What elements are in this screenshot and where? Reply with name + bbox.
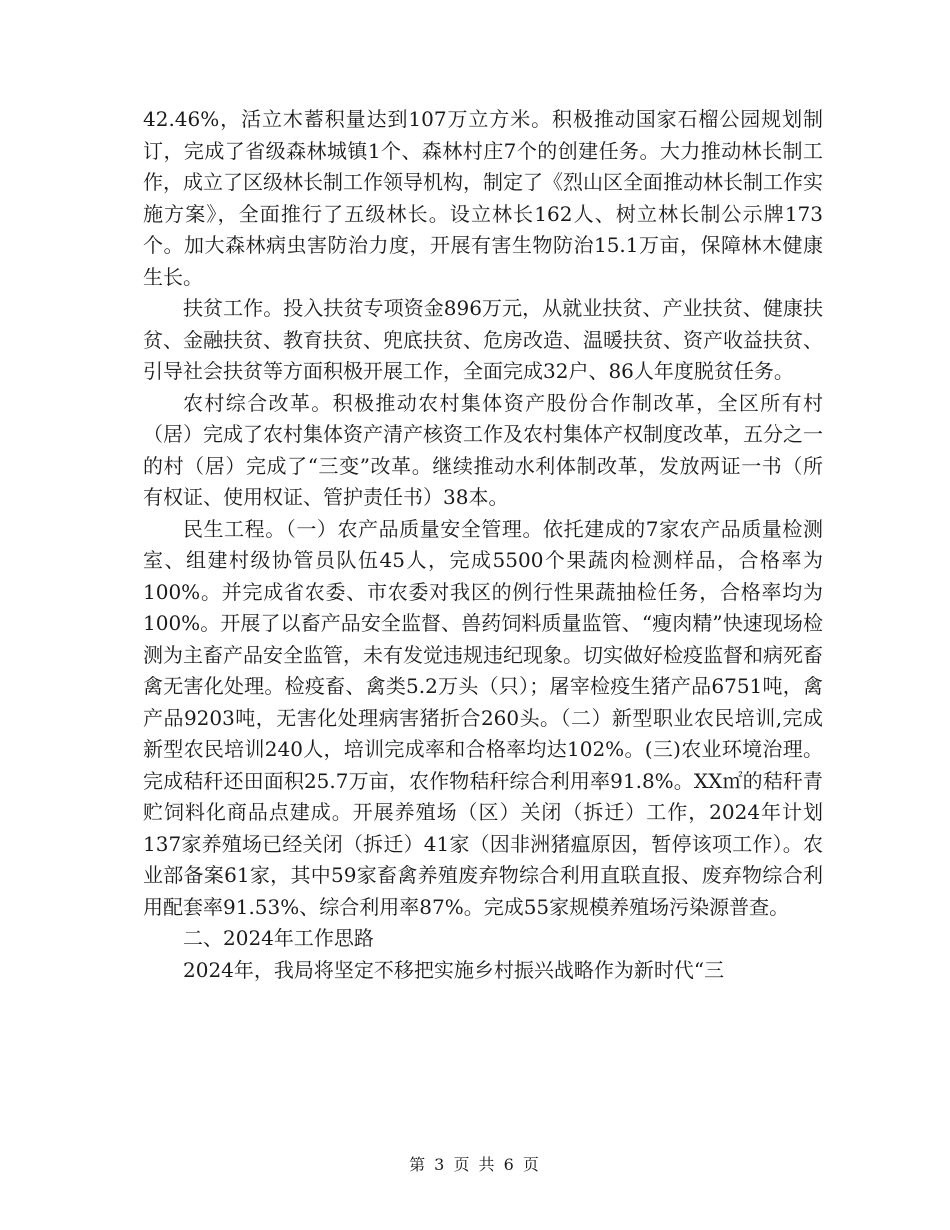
paragraph-rural-reform: 农村综合改革。积极推动农村集体资产股份合作制改革，全区所有村（居）完成了农村集体资产清产核资工作及农村集体产权制度改革，五分之一的村（居）完成了“三变”改革。继续推动水利体制改革，发放两证一书（所有权证、使用权证、管护责任书）38本。 [143, 390, 823, 509]
document-body [143, 104, 823, 986]
section-heading-work-plan: 二、2024年工作思路 [183, 926, 374, 950]
page-number-footer: 第 3 页 共 6 页 [409, 1155, 541, 1174]
paragraph-work-plan-intro: 2024年，我局将坚定不移把实施乡村振兴战略作为新时代“三 [183, 957, 725, 982]
paragraph-poverty-alleviation: 扶贫工作。投入扶贫专项资金896万元，从就业扶贫、产业扶贫、健康扶贫、金融扶贫、教育扶贫、兜底扶贫、危房改造、温暖扶贫、资产收益扶贫、引导社会扶贫等方面积极开展工作，全面完成32户、86人年度脱贫任务。 [143, 296, 823, 383]
paragraph-livelihood-projects: 民生工程。（一）农产品质量安全管理。依托建成的7家农产品质量检测室、组建村级协管员队伍45人，完成5500个果蔬肉检测样品，合格率为100%。并完成省农委、市农委对我区的例行性果蔬抽检任务，合格率均为100%。开展了以畜产品安全监督、兽药饲料质量监管、“瘦肉精”快速现场检测为主畜产品安全监管，未有发觉违规违纪现象。切实做好检疫监督和病死畜禽无害化处理。检疫畜、禽类5.2万头（只）；屠宰检疫生猪产品6751吨，禽产品9203吨，无害化处理病害猪折合260头。（二）新型职业农民培训,完成新型农民培训240人，培训完成率和合格率均达102%。(三)农业环境治理。完成秸秆还田面积25.7万亩，农作物秸秆综合利用率91.8%。XX㎡的秸秆青贮饲料化商品点建成。开展养殖场（区）关闭（拆迁）工作，2024年计划137家养殖场已经关闭（拆迁）41家（因非洲猪瘟原因，暂停该项工作）。农业部备案61家，其中59家畜禽养殖废弃物综合利用直联直报、废弃物综合利用配套率91.53%、综合利用率87%。完成55家规模养殖场污染源普查。 [143, 516, 823, 919]
paragraph-forestry: 42.46%，活立木蓄积量达到107万立方米。积极推动国家石榴公园规划制订，完成了省级森林城镇1个、森林村庄7个的创建任务。大力推动林长制工作，成立了区级林长制工作领导机构，制定了《烈山区全面推动林长制工作实施方案》，全面推行了五级林长。设立林长162人、树立林长制公示牌173个。加大森林病虫害防治力度，开展有害生物防治15.1万亩，保障林木健康生长。 [143, 107, 823, 289]
